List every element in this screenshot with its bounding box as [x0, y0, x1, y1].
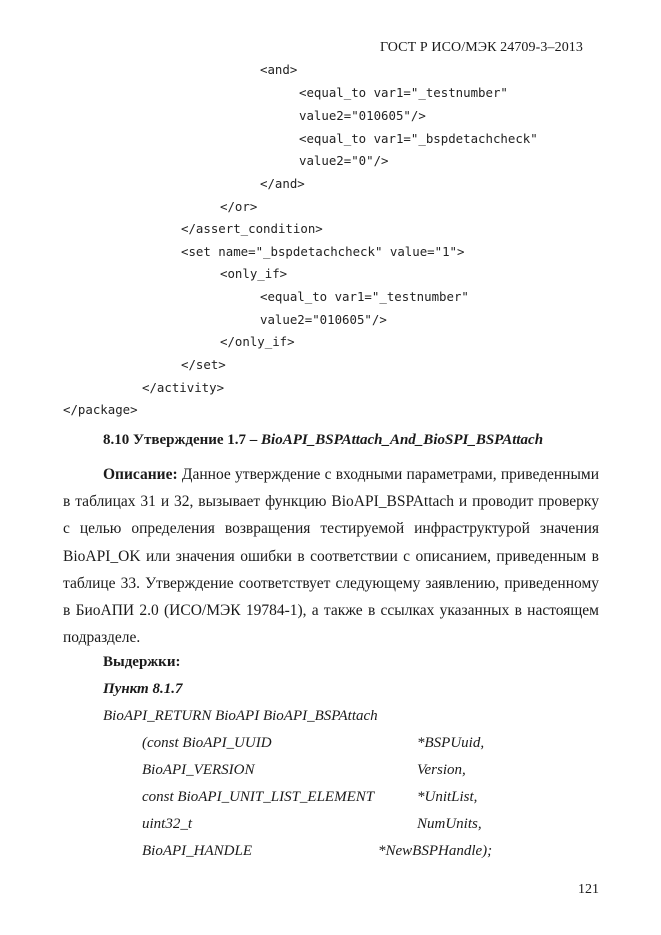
code-line: value2="010605"/> — [299, 108, 426, 123]
code-line: </or> — [220, 199, 258, 214]
code-line: <equal_to var1="_testnumber" — [299, 85, 508, 100]
code-line: </set> — [181, 357, 226, 372]
code-line: value2="010605"/> — [260, 312, 387, 327]
code-line: <only_if> — [220, 266, 288, 281]
signature-first-line: BioAPI_RETURN BioAPI BioAPI_BSPAttach — [103, 708, 378, 724]
page-number: 121 — [578, 882, 599, 897]
code-line: </activity> — [142, 380, 225, 395]
param-type: uint32_t — [142, 816, 193, 832]
param-type: BioAPI_VERSION — [142, 762, 255, 778]
code-line: <set name="_bspdetachcheck" value="1"> — [181, 244, 465, 259]
param-name: NumUnits, — [417, 816, 482, 832]
param-name: Version, — [417, 762, 466, 778]
code-line: </and> — [260, 176, 305, 191]
description-text: Данное утверждение с входными параметрами, приведенными в таблицах 31 и 32, вызывает функцию BioAPI_BSPAttach и проводит проверку с целью определения возвращения тестируемой инфраструктурой значения BioAPI_OK или значения ошибки в соответствии с описанием, приведенным в таблице 33. Утверждение соответствует следующему заявлению, приведенному в БиоАПИ 2.0 (ИСО/МЭК 19784-1), а также в ссылках указанных в настоящем подразделе. — [63, 466, 599, 647]
running-header: ГОСТ Р ИСО/МЭК 24709-3–2013 — [379, 40, 583, 55]
param-name: *BSPUuid, — [417, 735, 485, 751]
param-type: const BioAPI_UNIT_LIST_ELEMENT — [142, 789, 375, 805]
param-type: (const BioAPI_UUID — [142, 735, 272, 751]
section-title-italic: BioAPI_BSPAttach_And_BioSPI_BSPAttach — [261, 432, 544, 448]
code-line: </package> — [63, 402, 138, 417]
description-paragraph — [63, 461, 599, 651]
param-name: *NewBSPHandle); — [378, 843, 493, 859]
clause-label: Пункт 8.1.7 — [103, 681, 183, 697]
code-line: value2="0"/> — [299, 153, 389, 168]
excerpts-label: Выдержки: — [103, 654, 181, 670]
description-label: Описание: — [103, 466, 178, 483]
param-type: BioAPI_HANDLE — [142, 843, 252, 859]
code-line: <equal_to var1="_bspdetachcheck" — [299, 131, 538, 146]
code-line: <equal_to var1="_testnumber" — [260, 289, 469, 304]
param-name: *UnitList, — [417, 789, 478, 805]
section-heading — [103, 432, 543, 449]
code-line: </assert_condition> — [181, 221, 323, 236]
code-line: </only_if> — [220, 334, 295, 349]
section-number-title: 8.10 Утверждение 1.7 – — [103, 432, 262, 448]
code-line: <and> — [260, 62, 298, 77]
